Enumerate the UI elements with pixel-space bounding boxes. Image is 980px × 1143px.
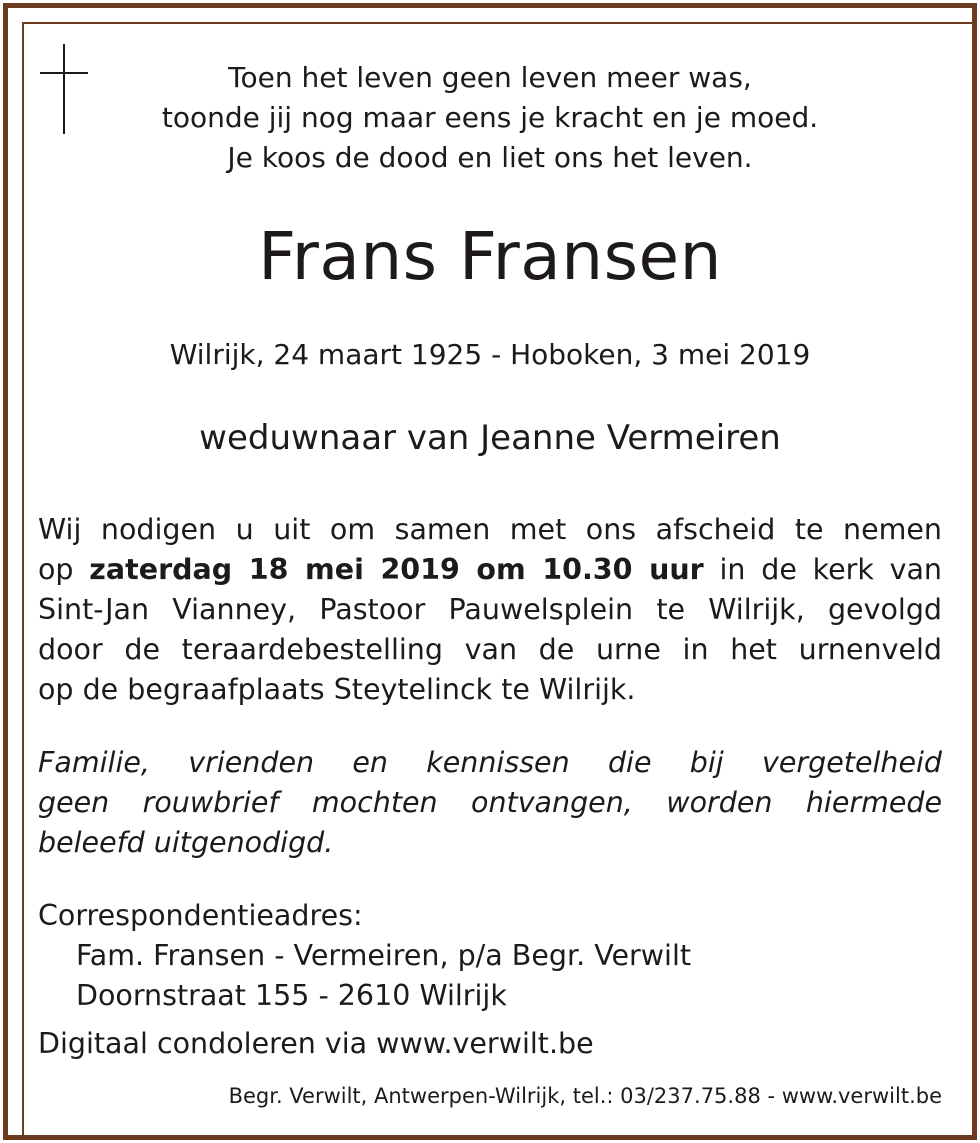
invitation-line-5: op de begraafplaats Steytelinck te Wilrijk. [38, 673, 636, 706]
service-datetime: zaterdag 18 mei 2019 om 10.30 uur [89, 553, 704, 586]
condolence-line: Digitaal condoleren via www.verwilt.be [38, 1027, 594, 1060]
correspondence-line-1: Fam. Fransen - Vermeiren, p/a Begr. Verwilt [76, 939, 692, 972]
relation-line: weduwnaar van Jeanne Vermeiren [199, 418, 781, 458]
notice-paragraph [38, 743, 942, 863]
invitation-line-2-post: in de kerk van [719, 553, 942, 586]
invitation-line-1: Wij nodigen u uit om samen met ons afscheid te nemen [38, 513, 942, 546]
notice-line-3: beleefd uitgenodigd. [38, 826, 334, 859]
correspondence-block [38, 896, 942, 1016]
correspondence-heading: Correspondentieadres: [38, 899, 363, 932]
poem-line-1: Toen het leven geen leven meer was, [228, 61, 752, 94]
poem [80, 58, 900, 178]
invitation-line-2-pre: op [38, 553, 74, 586]
correspondence-line-2: Doornstraat 155 - 2610 Wilrijk [76, 979, 507, 1012]
funeral-home-footer: Begr. Verwilt, Antwerpen-Wilrijk, tel.: 03/237.75.88 - www.verwilt.be [228, 1084, 942, 1108]
invitation-line-3: Sint-Jan Vianney, Pastoor Pauwelsplein te Wilrijk, gevolgd [38, 593, 942, 626]
poem-line-2: toonde jij nog maar eens je kracht en je moed. [161, 101, 819, 134]
notice-line-2: geen rouwbrief mochten ontvangen, worden hiermede [38, 786, 942, 819]
invitation-line-2 [38, 550, 942, 590]
poem-line-3: Je koos de dood en liet ons het leven. [227, 141, 753, 174]
notice-line-1: Familie, vrienden en kennissen die bij vergetelheid [38, 746, 942, 779]
deceased-name: Frans Fransen [258, 218, 722, 295]
invitation-line-4: door de teraardebestelling van de urne in het urnenveld [38, 633, 942, 666]
invitation-paragraph [38, 510, 942, 710]
life-dates: Wilrijk, 24 maart 1925 - Hoboken, 3 mei 2019 [169, 338, 811, 371]
